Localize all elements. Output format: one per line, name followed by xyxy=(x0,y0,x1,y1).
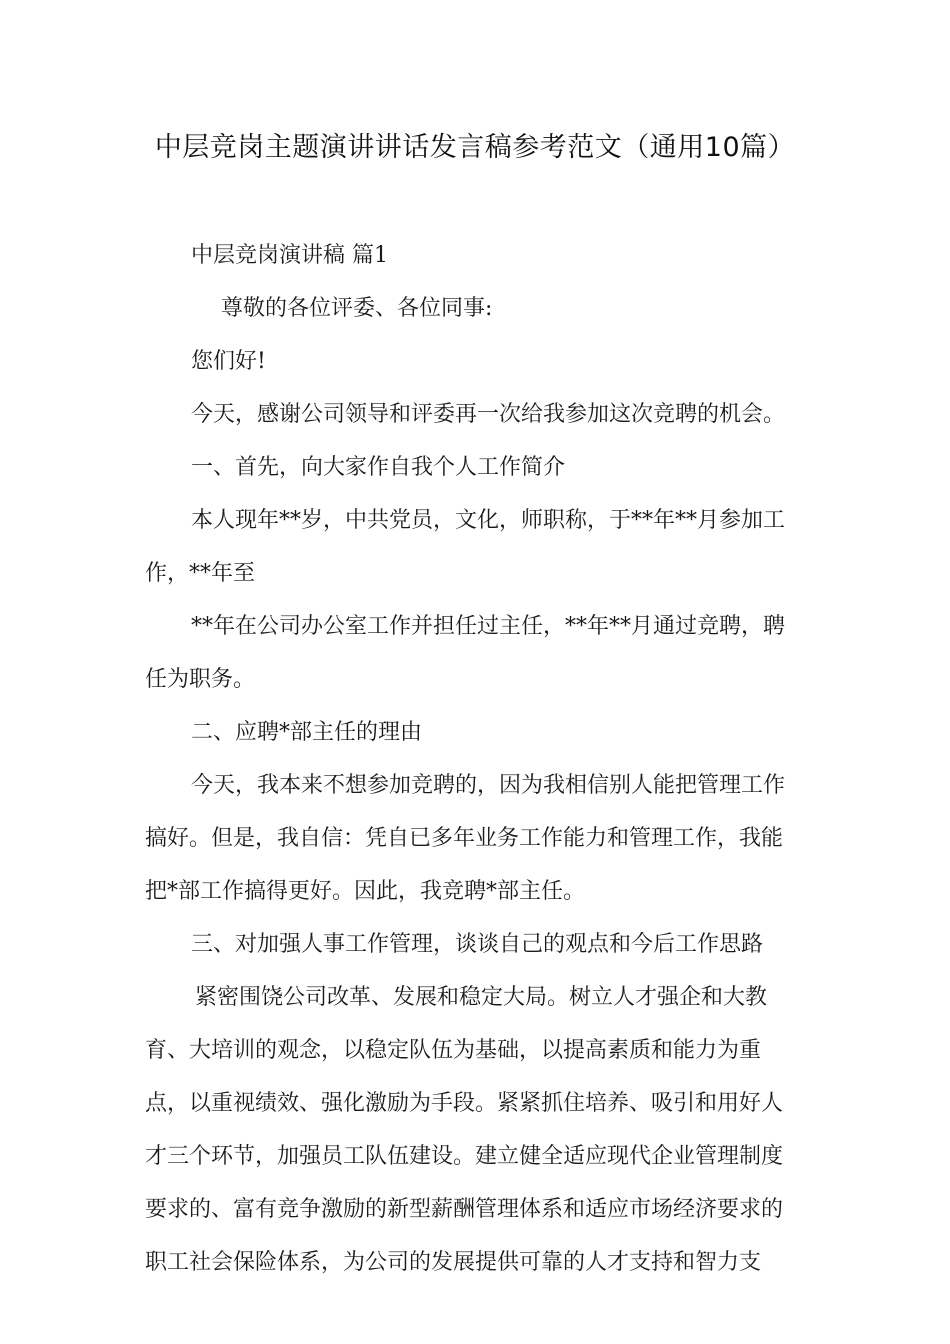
reason-paragraph-line: 今天，我本来不想参加竞聘的，因为我相信别人能把管理工作 xyxy=(191,773,786,798)
plan-paragraph-line: 紧密围饶公司改革、发展和稳定大局。树立人才强企和大教 xyxy=(195,985,768,1010)
hello-line: 您们好! xyxy=(191,349,266,374)
plan-paragraph-line: 要求的、富有竞争激励的新型薪酬管理体系和适应市场经济要求的 xyxy=(145,1197,784,1222)
reason-paragraph-line: 搞好。但是，我自信：凭自已多年业务工作能力和管理工作，我能 xyxy=(145,826,784,851)
greeting-line: 尊敬的各位评委、各位同事: xyxy=(221,296,493,321)
heading-reasons: 二、应聘*部主任的理由 xyxy=(191,720,423,745)
intro-paragraph-line: 本人现年**岁，中共党员，文化，师职称，于**年**月参加工 xyxy=(191,508,786,533)
section-heading: 中层竞岗演讲稿 篇1 xyxy=(191,243,388,268)
heading-management-views: 三、对加强人事工作管理，谈谈自己的观点和今后工作思路 xyxy=(191,932,764,957)
document-title: 中层竞岗主题演讲讲话发言稿参考范文（通用10篇） xyxy=(154,132,796,163)
heading-self-intro: 一、首先，向大家作自我个人工作简介 xyxy=(191,455,566,480)
plan-paragraph-line: 职工社会保险体系，为公司的发展提供可靠的人才支持和智力支 xyxy=(145,1250,762,1275)
work-paragraph-line: 任为职务。 xyxy=(145,667,256,692)
document-body xyxy=(145,229,805,1289)
plan-paragraph-line: 才三个环节，加强员工队伍建设。建立健全适应现代企业管理制度 xyxy=(145,1144,784,1169)
plan-paragraph-line: 育、大培训的观念，以稳定队伍为基础，以提高素质和能力为重 xyxy=(145,1038,762,1063)
plan-paragraph-line: 点，以重视绩效、强化激励为手段。紧紧抓住培养、吸引和用好人 xyxy=(145,1091,784,1116)
intro-paragraph-line: 作，**年至 xyxy=(145,561,256,586)
reason-paragraph-line: 把*部工作搞得更好。因此，我竞聘*部主任。 xyxy=(145,879,586,904)
work-paragraph-line: **年在公司办公室工作并担任过主任，**年**月通过竞聘，聘 xyxy=(191,614,786,639)
thanks-paragraph: 今天，感谢公司领导和评委再一次给我参加这次竞聘的机会。 xyxy=(191,402,786,427)
